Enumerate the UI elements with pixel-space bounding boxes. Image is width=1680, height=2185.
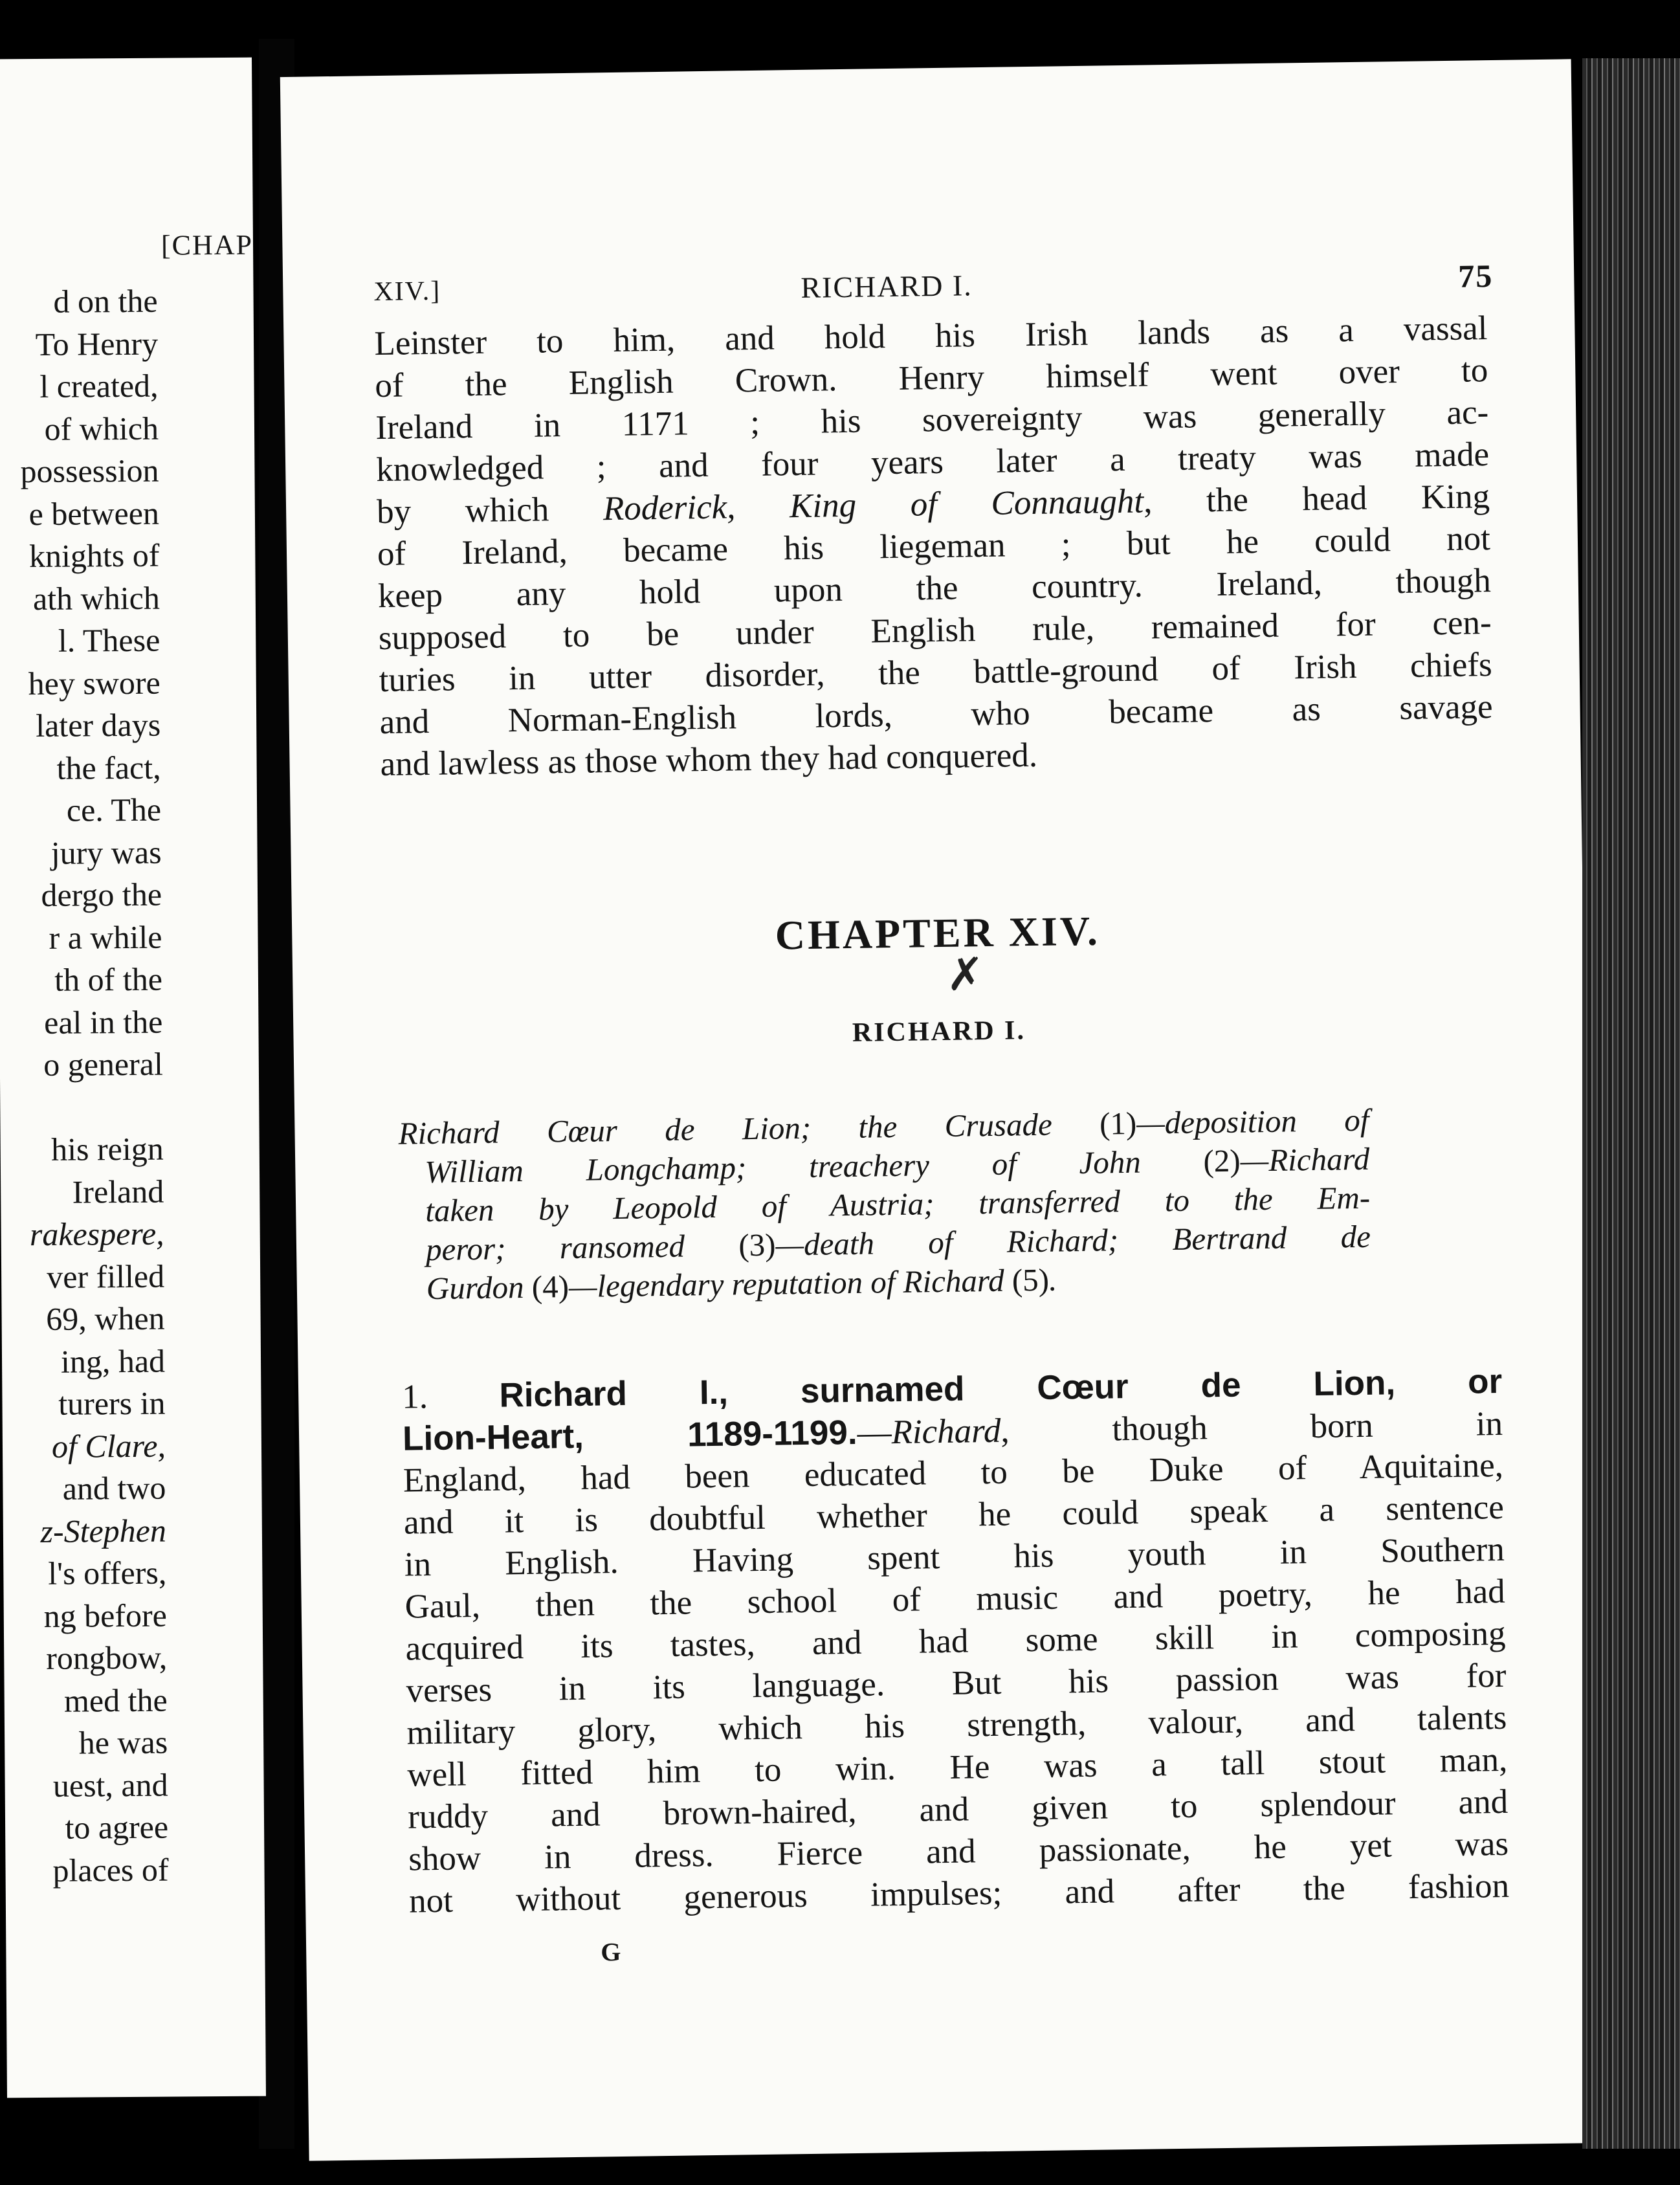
left-page-line: ver filled [47, 1258, 165, 1295]
text-run: of the English Crown. Henry himself went over to [375, 351, 1488, 405]
left-page-line: ng before [43, 1597, 167, 1634]
summary-line [425, 1218, 1371, 1268]
text-run: , though born in [1000, 1404, 1503, 1450]
text-run: verses in its language. But his passion was for [406, 1656, 1507, 1710]
left-page-line: his reign [50, 1130, 164, 1168]
left-page-line: knights of [28, 537, 160, 575]
left-page-line: Ireland [72, 1173, 164, 1210]
left-page-line: e between [28, 494, 160, 532]
text-run: William Longchamp; treachery of John [425, 1143, 1204, 1190]
text-run: supposed to be under English rule, remained for cen- [378, 604, 1492, 658]
left-page-line: uest, and [52, 1766, 168, 1804]
text-run: in English. Having spent his youth in Southern [404, 1530, 1505, 1584]
text-run: , the head King [1143, 478, 1490, 520]
left-page-line: ce. The [66, 791, 162, 828]
left-page-line: l. These [58, 621, 160, 659]
text-run: —legendary reputation of Richard [568, 1262, 1013, 1305]
numeral-run: (1) [1099, 1105, 1137, 1142]
left-page [0, 58, 266, 2098]
numeral-run: (2) [1203, 1142, 1241, 1179]
text-run: turies in utter disorder, the battle-ground of Irish chiefs [379, 646, 1493, 700]
running-head-chapter-ref: XIV.] [373, 276, 441, 307]
left-page-line: jury was [50, 834, 162, 871]
text-run: acquired its tastes, and had some skill in composing [405, 1614, 1506, 1668]
text-run: ruddy and brown-haired, and given to splendour and [407, 1782, 1509, 1836]
left-page-line: he was [78, 1724, 168, 1761]
pencil-mark: ✗ [945, 950, 985, 1001]
body-line [380, 732, 1494, 782]
text-run: —deposition of [1136, 1102, 1369, 1141]
body-line [409, 1869, 1510, 1919]
text-run: — [857, 1414, 892, 1452]
left-page-line: d on the [53, 282, 158, 320]
left-page-line: possession [20, 452, 159, 490]
left-page-line: places of [52, 1851, 169, 1889]
text-run: Leinster to him, and hold his Irish lands as a vassal [374, 309, 1488, 363]
page-number: 75 [1457, 257, 1494, 294]
left-page-line: ing, had [60, 1342, 166, 1380]
left-page-line: o general [43, 1045, 164, 1083]
speck [1520, 744, 1529, 753]
left-page-line: later days [36, 706, 161, 744]
text-run: not without generous impulses; and after the fashion [408, 1867, 1510, 1920]
left-page-line: of Clare, [51, 1427, 166, 1465]
numeral-run: (4) [531, 1269, 569, 1305]
numeral-run: (5) [1011, 1261, 1050, 1298]
left-page-line: rakespere, [29, 1215, 164, 1253]
chapter-subtitle: RICHARD I. [852, 1015, 1026, 1048]
left-page-line: 69, when [46, 1300, 165, 1337]
left-page-line: r a while [49, 918, 162, 956]
bold-run: Lion-Heart, 1189-1199. [402, 1413, 857, 1458]
text-run: well fitted him to win. He was a tall stout man, [407, 1740, 1508, 1794]
text-run: by which [376, 490, 604, 531]
text-run: —death of Richard; Bertrand de [775, 1218, 1371, 1263]
text-run: England, had been educated to be Duke of Aquitaine, [403, 1446, 1504, 1500]
text-run: and Norman-English lords, who became as savage [379, 688, 1493, 742]
running-head-title: RICHARD I. [801, 269, 973, 304]
italic-run: Roderick, King of Connaught [602, 482, 1144, 528]
text-run: taken by Leopold of Austria; transferred to the Em- [425, 1179, 1371, 1229]
text-run: Gurdon [426, 1269, 533, 1307]
text-run: peror; ransomed [425, 1227, 739, 1268]
left-page-line: l created, [39, 367, 159, 405]
left-page-line: the fact, [56, 749, 161, 786]
text-run: of Ireland, became his liegeman ; but he could not [377, 520, 1491, 573]
left-page-line: and two [62, 1469, 166, 1507]
text-run: show in dress. Fierce and passionate, he yet was [408, 1825, 1509, 1878]
left-page-line: rongbow, [46, 1639, 168, 1676]
text-run: Ireland in 1171 ; his sovereignty was generally ac- [375, 394, 1489, 447]
right-page [280, 59, 1600, 2161]
left-page-line: dergo the [41, 876, 162, 913]
left-page-line: to agree [65, 1808, 169, 1846]
left-page-line: l's offers, [48, 1554, 167, 1592]
text-run: knowledged ; and four years later a treaty was made [375, 436, 1490, 489]
italic-run: Richard [891, 1412, 1001, 1452]
left-page-line: turers in [58, 1384, 166, 1422]
bold-run: Richard I., surnamed Cœur de Lion, or [499, 1362, 1503, 1415]
page-edges [1582, 58, 1680, 2149]
signature-mark: G [600, 1937, 621, 1967]
speck [393, 1942, 399, 1947]
left-page-line: th of the [54, 960, 163, 998]
numeral-run: (3) [738, 1226, 776, 1263]
numeral-run: 1. [401, 1377, 500, 1416]
left-page-line: eal in the [43, 1003, 163, 1041]
summary-line [425, 1179, 1371, 1229]
left-page-line: of which [44, 410, 159, 447]
left-page-header-fragment: [CHAP [160, 228, 254, 261]
text-run: military glory, which his strength, valour, and talents [406, 1698, 1507, 1752]
left-page-line: z-Stephen [40, 1512, 167, 1549]
text-run: —Richard [1240, 1140, 1370, 1179]
text-run: . [1048, 1261, 1057, 1298]
body-line [379, 690, 1493, 740]
text-run: and lawless as those whom they had conquered. [380, 736, 1038, 784]
left-page-line: To Henry [35, 325, 159, 362]
left-page-line: hey swore [28, 664, 160, 702]
summary-line [426, 1259, 1372, 1307]
running-head [373, 257, 1494, 315]
text-run: and it is doubtful whether he could speak a sentence [403, 1488, 1505, 1542]
text-run: keep any hold upon the country. Ireland, though [377, 562, 1492, 616]
chapter-heading: CHAPTER XIV. [775, 907, 1101, 959]
text-run: Richard Cœur de Lion; the Crusade [398, 1105, 1100, 1151]
summary-line [425, 1140, 1370, 1190]
text-run: Gaul, then the school of music and poetry, he had [404, 1572, 1506, 1626]
left-page-line: med the [63, 1681, 168, 1719]
left-page-line: ath which [32, 579, 160, 617]
